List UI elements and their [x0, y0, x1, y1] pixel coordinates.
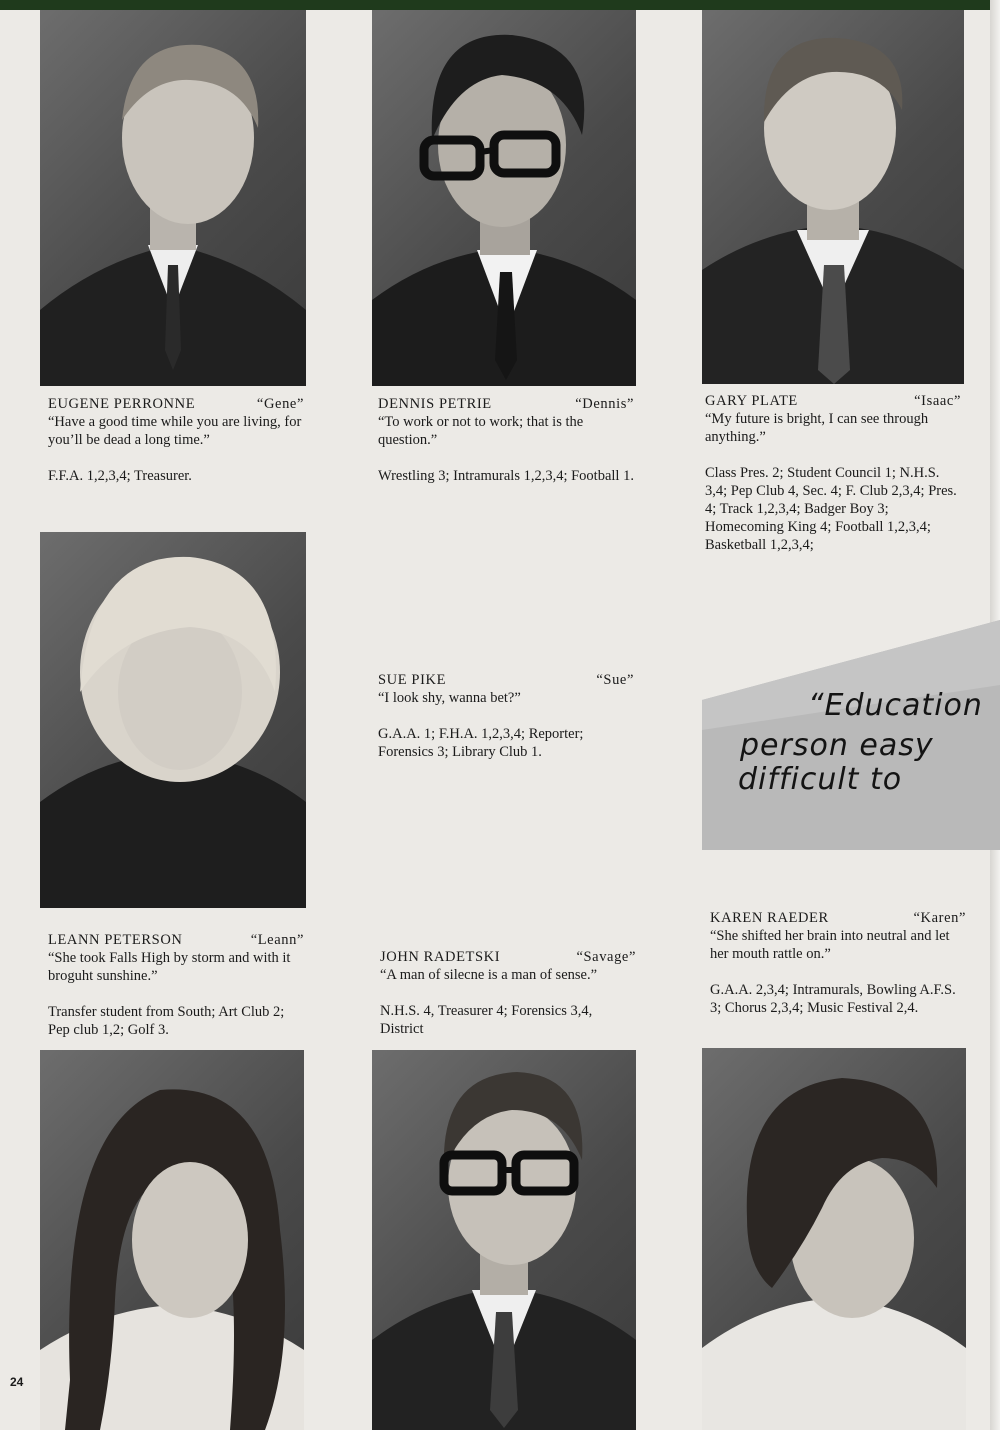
student-quote: “To work or not to work; that is the question.”: [378, 414, 584, 448]
page-top-border: [0, 0, 1000, 10]
student-nickname: “Sue”: [596, 672, 634, 688]
student-quote: “I look shy, wanna bet?”: [378, 690, 521, 706]
student-quote: “Have a good time while you are living, for you’ll be dead a long time.”: [48, 414, 302, 448]
student-activities: N.H.S. 4, Treasurer 4; Forensics 3,4, District: [380, 1003, 593, 1037]
student-name: GARY PLATE: [705, 393, 798, 409]
student-entry: [378, 395, 634, 485]
portrait-photo-leann-peterson: [40, 532, 306, 908]
student-name: JOHN RADETSKI: [380, 949, 501, 965]
student-quote: “She took Falls High by storm and with it broguht sunshine.”: [48, 950, 291, 984]
student-nickname: “Isaac”: [914, 393, 961, 409]
portrait-photo-karen-raeder: [702, 1048, 966, 1430]
student-activities: Wrestling 3; Intramurals 1,2,3,4; Football 1.: [378, 468, 634, 484]
student-activities: Transfer student from South; Art Club 2; Pep club 1,2; Golf 3.: [48, 1004, 285, 1038]
handwritten-note-line: difficult to: [738, 762, 903, 797]
student-quote: “My future is bright, I can see through anything.”: [705, 411, 929, 445]
student-name: SUE PIKE: [378, 672, 447, 688]
student-name: LEANN PETERSON: [48, 932, 183, 948]
student-activities: G.A.A. 1; F.H.A. 1,2,3,4; Reporter; Forensics 3; Library Club 1.: [378, 726, 584, 760]
handwritten-note-line: person easy: [740, 728, 934, 763]
student-name: KAREN RAEDER: [710, 910, 829, 926]
student-activities: F.F.A. 1,2,3,4; Treasurer.: [48, 468, 192, 484]
portrait-photo-gary-plate: [702, 10, 964, 384]
student-name: EUGENE PERRONNE: [48, 396, 196, 412]
portrait-photo-sue-pike: [40, 1050, 304, 1430]
student-nickname: “Dennis”: [575, 396, 634, 412]
student-entry: [710, 909, 966, 1017]
page-number: 24: [10, 1375, 24, 1389]
student-activities: G.A.A. 2,3,4; Intramurals, Bowling A.F.S. 3; Chorus 2,3,4; Music Festival 2,4.: [710, 982, 956, 1016]
handwritten-note-line: “Education: [808, 688, 983, 723]
portrait-photo-dennis-petrie: [372, 10, 636, 386]
student-entry: [705, 392, 961, 554]
student-nickname: “Leann”: [250, 932, 304, 948]
student-quote: “A man of silecne is a man of sense.”: [380, 967, 598, 983]
student-entry: [378, 671, 634, 761]
portrait-photo-john-radetski: [372, 1050, 636, 1430]
student-entry: [48, 931, 304, 1039]
portrait-photo-eugene-perronne: [40, 10, 306, 386]
student-name: DENNIS PETRIE: [378, 396, 492, 412]
student-quote: “She shifted her brain into neutral and let her mouth rattle on.”: [710, 928, 950, 962]
student-nickname: “Savage”: [576, 949, 636, 965]
student-nickname: “Karen”: [913, 910, 966, 926]
student-entry: [48, 395, 304, 485]
student-activities: Class Pres. 2; Student Council 1; N.H.S. 3,4; Pep Club 4, Sec. 4; F. Club 2,3,4; Pres. 4; Track 1,2,3,4; Badger Boy 3; Homecoming King 4; Football 1,2,3,4; Basketball 1,2,3,4;: [705, 465, 957, 553]
student-nickname: “Gene”: [256, 396, 304, 412]
student-entry: [380, 948, 636, 1038]
